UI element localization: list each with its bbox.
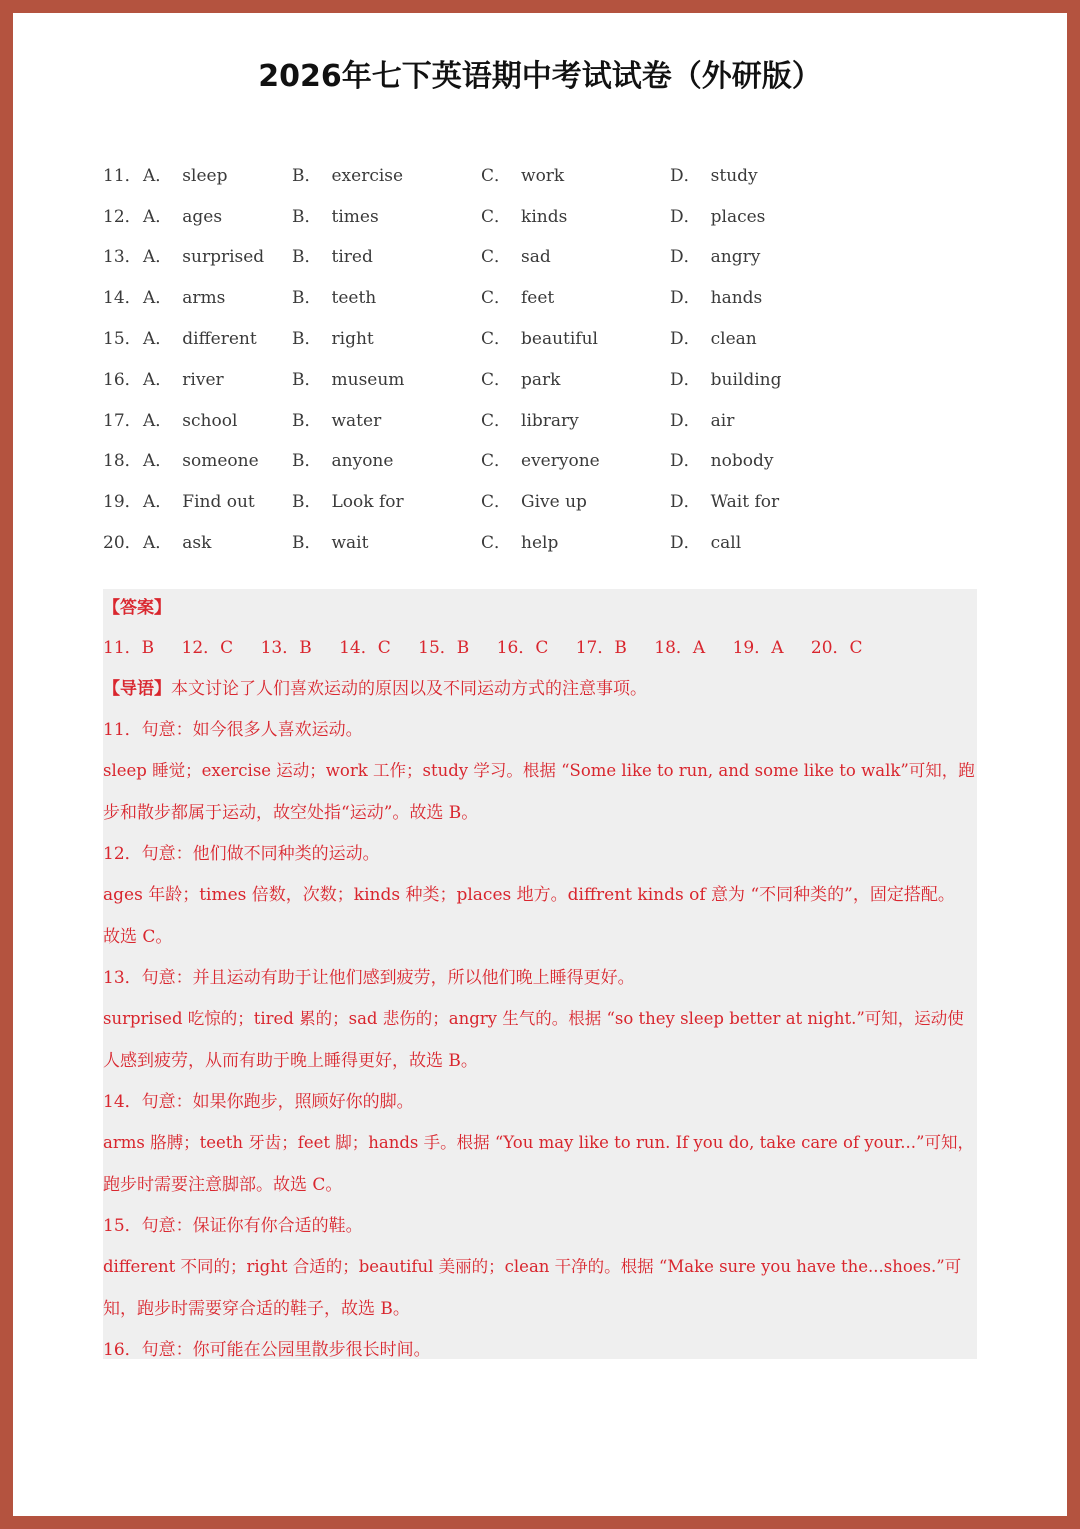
option-b: B． times (292, 206, 379, 227)
question-row (103, 439, 983, 480)
question-row (103, 479, 983, 520)
option-c: C． everyone (481, 451, 600, 472)
question-row (103, 316, 983, 357)
answer-label: 【答案】 (103, 598, 171, 618)
option-a: A． different (143, 329, 257, 350)
answer-item: 19．A (732, 638, 784, 658)
option-b: B． teeth (292, 288, 377, 309)
option-b: B． anyone (292, 451, 394, 472)
question-number: 20． (103, 533, 142, 554)
explanation-line: 13．句意：并且运动有助于让他们感到疲劳，所以他们晚上睡得更好。 (103, 968, 635, 988)
option-d: D． hands (670, 288, 763, 309)
explanation-line: 跑步时需要注意脚部。故选 C。 (103, 1175, 343, 1195)
explanation-line: sleep 睡觉；exercise 运动；work 工作；study 学习。根据 “Some like to run, and some like to walk”可知，跑 (103, 761, 975, 780)
question-number: 15． (103, 329, 142, 350)
option-a: A． arms (143, 288, 226, 309)
option-d: D． nobody (670, 451, 774, 472)
question-row (103, 520, 983, 561)
answer-explanation-box (103, 589, 977, 1359)
answer-key-row (103, 637, 977, 659)
question-number: 16． (103, 369, 142, 390)
question-row (103, 194, 983, 235)
answer-item: 20．C (810, 638, 863, 658)
option-a: A． ages (143, 206, 223, 227)
option-d: D． call (670, 533, 742, 554)
option-c: C． library (481, 410, 579, 431)
question-row (103, 153, 983, 194)
explanation-line: surprised 吃惊的；tired 累的；sad 悲伤的；angry 生气的。根据 “so they sleep better at night.”可知，运动使 (103, 1009, 964, 1028)
option-c: C． sad (481, 247, 551, 268)
option-d: D． places (670, 206, 766, 227)
option-a: A． school (143, 410, 238, 431)
answer-item: 18．A (654, 638, 706, 658)
explanation-line: 15．句意：保证你有你合适的鞋。 (103, 1216, 363, 1236)
option-a: A． ask (143, 533, 212, 554)
option-a: A． surprised (143, 247, 265, 268)
explanation-line: 16．句意：你可能在公园里散步很长时间。 (103, 1340, 431, 1360)
option-c: C． Give up (481, 492, 587, 513)
question-options-list (103, 153, 983, 561)
option-a: A． sleep (143, 165, 228, 186)
explanation-line: different 不同的；right 合适的；beautiful 美丽的；clean 干净的。根据 “Make sure you have the...shoes.”可 (103, 1257, 962, 1276)
answer-item: 17．B (575, 638, 627, 658)
option-d: D． building (670, 369, 782, 390)
option-c: C． kinds (481, 206, 568, 227)
question-number: 18． (103, 451, 142, 472)
option-d: D． clean (670, 329, 757, 350)
question-row (103, 235, 983, 276)
option-c: C． help (481, 533, 559, 554)
option-c: C． park (481, 369, 561, 390)
explanation-line: 故选 C。 (103, 927, 173, 947)
option-b: B． tired (292, 247, 373, 268)
option-d: D． air (670, 410, 735, 431)
explanation-line: 步和散步都属于运动，故空处指“运动”。故选 B。 (103, 803, 479, 823)
answer-item: 12．C (181, 638, 234, 658)
explanation-line: arms 胳膊；teeth 牙齿；feet 脚；hands 手。根据 “You may like to run. If you do, take care of your...”可知， (103, 1133, 974, 1152)
explanation-line: ages 年龄；times 倍数，次数；kinds 种类；places 地方。diffrent kinds of 意为 “不同种类的”，固定搭配。 (103, 885, 955, 905)
question-row (103, 398, 983, 439)
explanation-line: 12．句意：他们做不同种类的运动。 (103, 844, 380, 864)
question-number: 11． (103, 165, 142, 186)
explanation-line: 14．句意：如果你跑步，照顾好你的脚。 (103, 1092, 414, 1112)
page-title: 2026年七下英语期中考试试卷（外研版） (258, 59, 822, 94)
option-d: D． Wait for (670, 492, 780, 513)
option-d: D． study (670, 165, 758, 186)
option-b: B． exercise (292, 165, 404, 186)
question-number: 17． (103, 410, 142, 431)
page-frame (13, 13, 1067, 1516)
answer-item: 11．B (103, 638, 155, 658)
question-row (103, 275, 983, 316)
option-b: B． right (292, 329, 374, 350)
explanation-line: 人感到疲劳，从而有助于晚上睡得更好，故选 B。 (103, 1051, 478, 1071)
answer-item: 13．B (260, 638, 312, 658)
question-number: 12． (103, 206, 142, 227)
option-d: D． angry (670, 247, 761, 268)
option-a: A． Find out (143, 492, 255, 513)
question-number: 14． (103, 288, 142, 309)
explanation-line: 知，跑步时需要穿合适的鞋子，故选 B。 (103, 1299, 410, 1319)
question-row (103, 357, 983, 398)
intro-line: 【导语】本文讨论了人们喜欢运动的原因以及不同运动方式的注意事项。 (103, 679, 647, 699)
answer-item: 16．C (496, 638, 549, 658)
option-b: B． wait (292, 533, 369, 554)
option-c: C． feet (481, 288, 555, 309)
answer-item: 15．B (418, 638, 470, 658)
option-a: A． someone (143, 451, 259, 472)
question-number: 13． (103, 247, 142, 268)
answer-item: 14．C (339, 638, 391, 658)
option-b: B． water (292, 410, 382, 431)
option-b: B． museum (292, 369, 405, 390)
option-c: C． work (481, 165, 565, 186)
question-number: 19． (103, 492, 142, 513)
explanation-line: 11．句意：如今很多人喜欢运动。 (103, 720, 363, 740)
option-a: A． river (143, 369, 224, 390)
option-b: B． Look for (292, 492, 404, 513)
option-c: C． beautiful (481, 329, 598, 350)
